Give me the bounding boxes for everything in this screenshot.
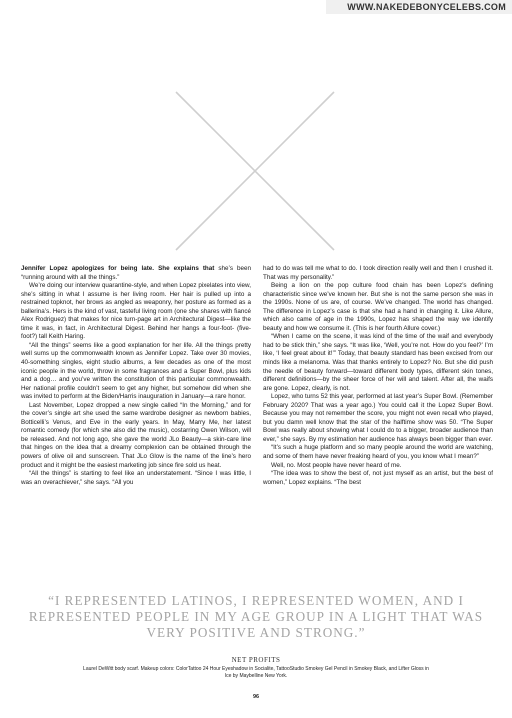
article-paragraph: had to do was tell me what to do. I took direction really well and then I crushed it. That was my personality.” <box>263 265 493 281</box>
article-paragraph: Well, no. Most people have never heard of me. <box>271 461 402 469</box>
product-credits <box>80 656 432 680</box>
article-paragraph: “All the things” seems like a good explanation for her life. All the things pretty well sums up the commonwealth known as Jennifer Lopez. Take over 30 movies, 40-something singles, eight studio albums, a few decades as one of the most iconic people in the world, throw in some fragrances and a Super Bowl, plus kids and a dog… and you’ve written the constitution of this particular commonwealth. Her national profile couldn’t seem to get any higher, but somehow did when she was invited to perform at the Biden/Harris inauguration in January—a rare honor. <box>21 341 251 401</box>
article-column-right <box>263 265 493 487</box>
article-paragraph: “The idea was to show the best of, not just myself as an artist, but the best of women,” Lopez explains. “The best <box>263 470 493 486</box>
article-paragraph: Being a lion on the pop culture food chain has been Lopez’s defining characteristic since we’ve known her. But she is not the same person she was in the 1990s. None of us are, of course. We’ve changed. The world has changed. The difference in Lopez’s case is that she had a hand in changing it. Like Allure, which also came of age in the 1990s, Lopez has shaped the way we identify beauty and how we consume it. (This is her fourth Allure cover.) <box>263 282 493 332</box>
credits-title: NET PROFITS <box>231 656 281 664</box>
x-cross-graphic <box>174 90 336 252</box>
article-paragraph <box>21 265 251 282</box>
article-paragraph: We’re doing our interview quarantine-style, and when Lopez pixelates into view, she’s sitting in what I assume is her living room. Her hair is pulled up into a restrained topknot, her brows as angled as weaponry, her posture as formed as a ballerina’s. Hers is the kind of vast, tasteful living room (one she shares with fiancé Alex Rodriguez) that makes for nice turn-page art in Architectural Digest—like the time it was, in fact, in Architectural Digest. Behind her hangs a four-foot- (five-foot?) tall Keith Haring. <box>21 282 251 341</box>
article-paragraph: “All the things” is starting to feel like an understatement. “Since I was little, I was an overachiever,” she says. “All you <box>21 470 251 486</box>
pull-quote: “I REPRESENTED LATINOS, I REPRESENTED WOMEN, AND I REPRESENTED PEOPLE IN MY AGE GROUP IN A LIGHT THAT WAS VERY POSITIVE AND STRONG.” <box>28 593 484 640</box>
article-paragraph: “It’s such a huge platform and so many people around the world are watching, and some of them have never freaking heard of you, you know what I mean?” <box>263 444 493 461</box>
article-column-left <box>21 265 251 487</box>
article-paragraph: “When I came on the scene, it was kind of the time of the waif and everybody had to be stick thin,” she says. “It was like, ‘Well, you’re not. How do you feel?’ I’m like, ‘I feel great about it!’” Today, that beauty standard has been excised from our minds like a melanoma. Was that thanks entirely to Lopez? No. But she did push the needle of beauty forward—toward different body types, different skin tones, different definitions—by the sheer force of her will and talent. After all, the waifs are gone. Lopez, clearly, is not. <box>263 333 493 392</box>
site-watermark: WWW.NAKEDEBONYCELEBS.COM <box>326 0 512 14</box>
article-lead: Jennifer Lopez apologizes for being late. She explains that <box>21 265 215 272</box>
credits-text: Laurel DeWitt body scarf. Makeup colors: ColorTattoo 24 Hour Eyeshadow in Socialite, TattooStudio Smokey Gel Pencil in Smokey Black, and Lifter Gloss in Ice by Maybelline New York. <box>83 666 429 679</box>
paragraph-text: she’s been “running around with all the things.” <box>21 265 252 281</box>
article-paragraph: Lopez, who turns 52 this year, performed at last year’s Super Bowl. (Remember February 2020? That was a year ago.) You could call it the Lopez Super Bowl. Because you may not remember the score, you might not even recall who played, but you damn well know that the star of the halftime show was 50. “The Super Bowl was really about showing what I could do to a bigger, broader audience than ever,” she says. By my estimation her audience has always been bigger than ever. <box>263 393 494 443</box>
page-number: 96 <box>252 694 260 700</box>
article-paragraph: Last November, Lopez dropped a new single called “In the Morning,” and for the cover’s single art she used the same wardrobe designer as newborn babies, Botticelli’s Venus, and Eve in the early years. In May, Marry Me, her latest romantic comedy (for which she also did the music), costarring Owen Wilson, will be released. And not long ago, she gave the world JLo Beauty—a skin-care line that hinges on the idea that a dreamy complexion can be obtained through the powers of olive oil and sunscreen. That JLo Glow is the name of the line’s hero product and it might be the easiest marketing job since fire sold us heat. <box>21 401 251 469</box>
